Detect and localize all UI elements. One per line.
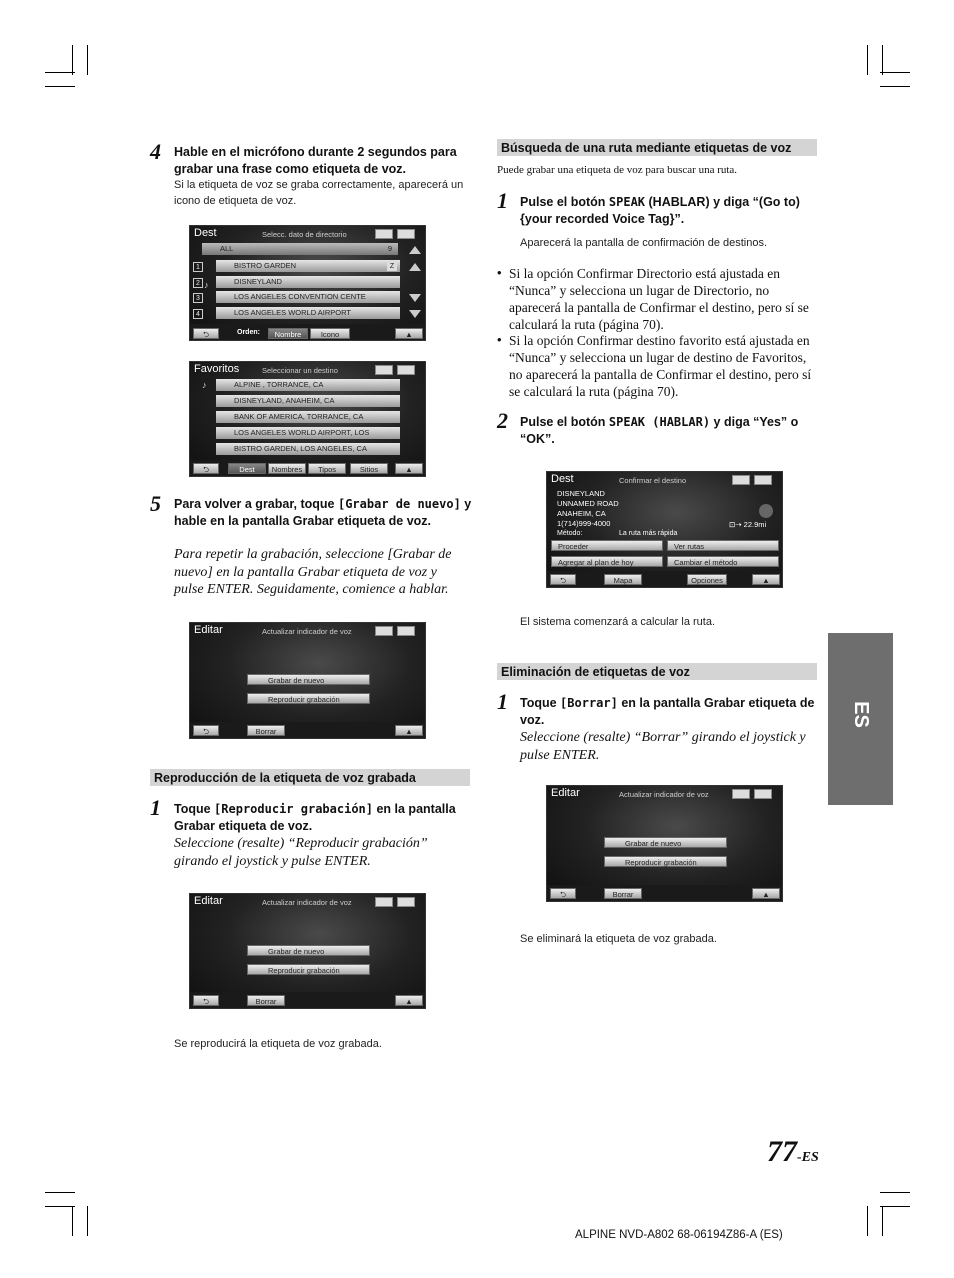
page-down-icon[interactable] <box>409 310 421 318</box>
all-label: ALL <box>220 244 234 253</box>
footer-model: ALPINE NVD-A802 68-06194Z86-A (ES) <box>575 1229 783 1241</box>
step-1-number: 1 <box>497 188 508 213</box>
bullet-icon: • <box>497 265 502 280</box>
screen-menu-button[interactable] <box>397 897 415 907</box>
screen-bottom-bar <box>547 885 782 901</box>
screen-map-button[interactable] <box>732 789 750 799</box>
delete-button[interactable]: Borrar <box>247 995 285 1006</box>
back-button[interactable]: ⮌ <box>193 463 219 474</box>
screen-title: Favoritos <box>194 363 240 375</box>
key-label: [Reproducir grabación] <box>214 802 373 816</box>
voice-tag-icon: ♪ <box>204 280 209 290</box>
key-label: [Borrar] <box>560 696 618 710</box>
up-button[interactable]: ▲ <box>395 995 423 1006</box>
add-to-plan-button[interactable]: Agregar al plan de hoy <box>551 556 663 567</box>
list-item[interactable]: DISNEYLAND <box>216 276 400 288</box>
screen-subtitle: Selecc. dato de directorio <box>262 230 347 239</box>
list-item[interactable]: ALPINE , TORRANCE, CA <box>216 379 400 391</box>
edit-voice-tag-screen <box>189 622 426 739</box>
language-side-tab <box>828 633 893 805</box>
favorites-screen <box>189 361 426 477</box>
destination-line: ANAHEIM, CA <box>557 509 606 518</box>
screen-bottom-bar <box>190 722 425 738</box>
step-1-number: 1 <box>150 795 161 820</box>
bullet-confirm-favorite: Si la opción Confirmar destino favorito está ajustada en “Nunca” y selecciona un lugar de destino de Favoritos, no aparecerá la pantalla de Confirmar el destino, pero sí se calculará la ruta (página 70). <box>509 333 812 399</box>
back-button[interactable]: ⮌ <box>550 574 576 585</box>
screen-title: Editar <box>194 624 223 636</box>
page-number-suffix: -ES <box>797 1150 819 1165</box>
z-badge: Z <box>387 262 397 271</box>
screen-map-button[interactable] <box>375 897 393 907</box>
screen-map-button[interactable] <box>375 229 393 239</box>
proceed-button[interactable]: Proceder <box>551 540 663 551</box>
up-button[interactable]: ▲ <box>395 328 423 339</box>
page-up-icon[interactable] <box>409 246 421 254</box>
text-fragment: Pulse el botón <box>520 195 609 209</box>
play-recording-button[interactable]: Reproducir grabación <box>247 964 370 975</box>
screen-subtitle: Actualizar indicador de voz <box>262 898 352 907</box>
tab-dest[interactable]: Dest <box>228 463 266 474</box>
scroll-down-icon[interactable] <box>409 294 421 302</box>
text-fragment: en la pantalla Grabar etiqueta de voz. <box>520 696 815 727</box>
up-button[interactable]: ▲ <box>395 463 423 474</box>
step-1-number: 1 <box>497 689 508 714</box>
delete-button[interactable]: Borrar <box>604 888 642 899</box>
list-item[interactable]: LOS ANGELES WORLD AIRPORT <box>216 307 400 319</box>
method-label: Método: <box>557 530 583 537</box>
screen-title: Dest <box>194 227 217 239</box>
destination-line: UNNAMED ROAD <box>557 499 619 508</box>
text-fragment: Toque <box>174 802 215 816</box>
text-fragment: y diga “Yes” o “OK”. <box>520 415 799 446</box>
dest-directory-screen <box>189 225 426 341</box>
list-number: 2 <box>193 278 203 288</box>
busqueda-step1 <box>520 194 820 228</box>
elim-instruction <box>520 695 820 729</box>
options-button[interactable]: Opciones <box>687 574 727 585</box>
destination-details <box>557 489 619 529</box>
list-item[interactable]: BISTRO GARDEN <box>216 260 400 272</box>
section-header-busqueda: Búsqueda de una ruta mediante etiquetas de voz <box>497 139 817 156</box>
up-button[interactable]: ▲ <box>752 574 780 585</box>
busqueda-step1-note: Aparecerá la pantalla de confirmación de destinos. <box>520 237 768 249</box>
screen-subtitle: Actualizar indicador de voz <box>262 627 352 636</box>
page-number <box>767 1135 819 1169</box>
list-item[interactable]: DISNEYLAND, ANAHEIM, CA <box>216 395 400 407</box>
play-recording-button[interactable]: Reproducir grabación <box>604 856 727 867</box>
page-number-value: 77 <box>767 1135 797 1168</box>
busqueda-step2 <box>520 414 810 448</box>
list-item-all[interactable] <box>202 243 398 255</box>
busqueda-intro: Puede grabar una etiqueta de voz para buscar una ruta. <box>497 164 738 176</box>
all-count: 9 <box>387 244 392 253</box>
key-label: SPEAK <box>608 195 646 209</box>
screen-subtitle: Seleccionar un destino <box>262 366 338 375</box>
list-item[interactable]: LOS ANGELES CONVENTION CENTE <box>216 291 400 303</box>
screen-menu-button[interactable] <box>397 626 415 636</box>
delete-button[interactable]: Borrar <box>247 725 285 736</box>
screen-menu-button[interactable] <box>397 365 415 375</box>
list-number: 3 <box>193 293 203 303</box>
tab-nombres[interactable]: Nombres <box>268 463 306 474</box>
step-4-instruction: Hable en el micrófono durante 2 segundos para grabar una frase como etiqueta de voz. <box>174 145 457 176</box>
change-method-button[interactable]: Cambiar el método <box>667 556 779 567</box>
up-button[interactable]: ▲ <box>395 725 423 736</box>
bullet-icon: • <box>497 332 502 347</box>
screen-bottom-bar <box>547 571 782 587</box>
sort-by-icon-button[interactable]: Icono <box>310 328 350 339</box>
screen-subtitle: Actualizar indicador de voz <box>619 790 709 799</box>
screen-title: Dest <box>551 473 574 485</box>
record-again-button[interactable]: Grabar de nuevo <box>247 674 370 685</box>
screen-menu-button[interactable] <box>397 229 415 239</box>
repro-caption: Se reproducirá la etiqueta de voz grabada. <box>174 1038 382 1050</box>
text-fragment: y hable en la pantalla Grabar etiqueta de voz. <box>174 497 472 528</box>
screen-map-button[interactable] <box>375 626 393 636</box>
screen-subtitle: Confirmar el destino <box>619 476 687 485</box>
scroll-up-icon[interactable] <box>409 263 421 271</box>
back-button[interactable]: ⮌ <box>193 725 219 736</box>
distance-readout: ⊡⇢ 22.9mi <box>729 520 767 529</box>
edit-voice-tag-screen-play <box>189 893 426 1009</box>
screen-title: Editar <box>194 895 223 907</box>
side-tab-label: ES <box>850 701 872 728</box>
tab-sitios[interactable]: Sitios <box>350 463 388 474</box>
key-label: SPEAK (HABLAR) <box>608 415 711 429</box>
screen-title: Editar <box>551 787 580 799</box>
distance-value: 22.9mi <box>743 520 767 529</box>
elim-note: Seleccione (resalte) “Borrar” girando el joystick y pulse ENTER. <box>520 730 806 763</box>
voice-tag-icon: ♪ <box>202 380 207 390</box>
screen-map-button[interactable] <box>732 475 750 485</box>
view-routes-button[interactable]: Ver rutas <box>667 540 779 551</box>
text-fragment: en la pantalla Grabar etiqueta de voz. <box>174 802 456 833</box>
list-item[interactable]: BANK OF AMERICA, TORRANCE, CA <box>216 411 400 423</box>
bullet-confirm-directory: Si la opción Confirmar Directorio está ajustada en “Nunca” y selecciona un lugar de Directorio, no aparecerá la pantalla de Confirmar el destino, pero sí se calculará la ruta (página 70). <box>509 266 809 332</box>
key-label: [Grabar de nuevo] <box>337 497 461 511</box>
step-4-note: Si la etiqueta de voz se graba correctamente, aparecerá un icono de etiqueta de voz. <box>174 179 464 207</box>
screen-bottom-bar <box>190 992 425 1008</box>
record-again-button[interactable]: Grabar de nuevo <box>247 945 370 956</box>
destination-line: 1(714)999-4000 <box>557 519 611 528</box>
screen-menu-button[interactable] <box>754 789 772 799</box>
text-fragment: Para volver a grabar, toque <box>174 497 338 511</box>
elim-caption: Se eliminará la etiqueta de voz grabada. <box>520 933 717 945</box>
list-item[interactable]: BISTRO GARDEN, LOS ANGELES, CA <box>216 443 400 455</box>
text-fragment: Toque <box>520 696 561 710</box>
map-button[interactable]: Mapa <box>604 574 642 585</box>
back-button[interactable]: ⮌ <box>193 328 219 339</box>
destination-line: DISNEYLAND <box>557 489 605 498</box>
step-5-note: Para repetir la grabación, seleccione [Grabar de nuevo] en la pantalla Grabar etiqueta de voz y pulse ENTER. Seguidamente, comience a hablar. <box>174 547 452 597</box>
list-number: 1 <box>193 262 203 272</box>
back-button[interactable]: ⮌ <box>550 888 576 899</box>
compass-icon <box>759 504 773 518</box>
text-fragment: (HABLAR) y diga “(Go to) {your recorded Voice Tag}”. <box>520 195 800 226</box>
step-5-instruction <box>174 496 474 530</box>
section-header-reproduccion: Reproducción de la etiqueta de voz grabada <box>150 769 470 786</box>
sort-by-name-button[interactable]: Nombre <box>268 328 308 339</box>
step-5-number: 5 <box>150 491 161 516</box>
confirm-destination-screen <box>546 471 783 588</box>
edit-voice-tag-screen-delete <box>546 785 783 902</box>
record-again-button[interactable]: Grabar de nuevo <box>604 837 727 848</box>
list-number: 4 <box>193 309 203 319</box>
method-value: La ruta más rápida <box>619 530 678 537</box>
back-button[interactable]: ⮌ <box>193 995 219 1006</box>
section-header-eliminacion: Eliminación de etiquetas de voz <box>497 663 817 680</box>
screen-map-button[interactable] <box>375 365 393 375</box>
orden-label: Orden: <box>237 329 260 336</box>
repro-note: Seleccione (resalte) “Reproducir grabación” girando el joystick y pulse ENTER. <box>174 836 428 869</box>
step-4-number: 4 <box>150 139 161 164</box>
step-2-number: 2 <box>497 408 508 433</box>
busqueda-caption: El sistema comenzará a calcular la ruta. <box>520 616 716 628</box>
list-item[interactable]: LOS ANGELES WORLD AIRPORT, LOS <box>216 427 400 439</box>
repro-instruction <box>174 801 474 835</box>
text-fragment: Pulse el botón <box>520 415 609 429</box>
play-recording-button[interactable]: Reproducir grabación <box>247 693 370 704</box>
screen-menu-button[interactable] <box>754 475 772 485</box>
up-button[interactable]: ▲ <box>752 888 780 899</box>
tab-tipos[interactable]: Tipos <box>308 463 346 474</box>
